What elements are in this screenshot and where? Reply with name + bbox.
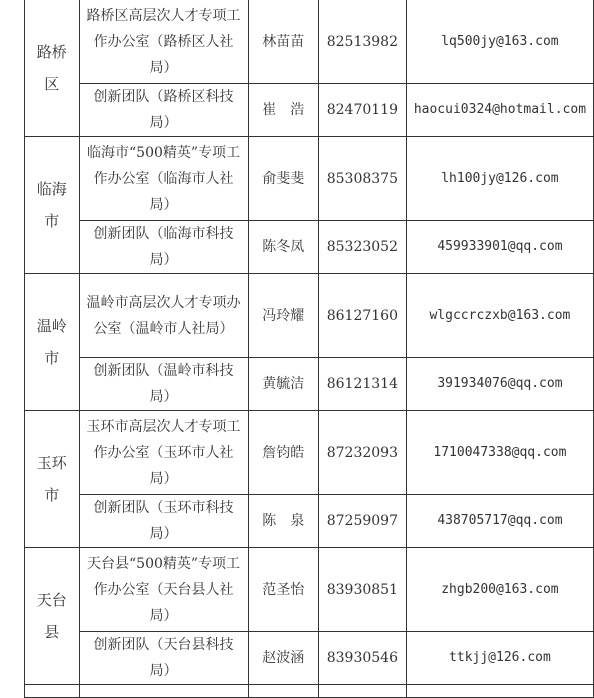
district-cell: 路桥 区 <box>25 0 80 137</box>
department-cell: 创新团队（临海市科技局） <box>79 221 248 274</box>
empty-cell <box>248 685 318 698</box>
district-cell: 温岭 市 <box>25 274 80 411</box>
empty-cell <box>406 685 593 698</box>
phone-cell: 82470119 <box>318 84 406 137</box>
district-cell: 临海 市 <box>25 137 80 274</box>
contact-table <box>24 0 594 698</box>
department-cell: 创新团队（天台县科技局） <box>79 632 248 685</box>
table-row <box>25 0 594 84</box>
email-cell: 1710047338@qq.com <box>406 411 593 495</box>
phone-cell: 85323052 <box>318 221 406 274</box>
department-cell: 天台县“500精英”专项工作办公室（天台县人社局） <box>79 548 248 632</box>
department-cell: 创新团队（路桥区科技局） <box>79 84 248 137</box>
contact-name-cell: 陈冬凤 <box>248 221 318 274</box>
phone-cell: 87232093 <box>318 411 406 495</box>
email-cell: ttkjj@126.com <box>406 632 593 685</box>
phone-cell: 83930851 <box>318 548 406 632</box>
email-cell: 438705717@qq.com <box>406 495 593 548</box>
department-cell: 创新团队（温岭市科技局） <box>79 358 248 411</box>
table-row <box>25 632 594 685</box>
contact-name-cell: 冯玲耀 <box>248 274 318 358</box>
phone-cell: 86127160 <box>318 274 406 358</box>
empty-cell <box>318 685 406 698</box>
table-row <box>25 358 594 411</box>
contact-name-cell: 林苗苗 <box>248 0 318 84</box>
table-body <box>25 0 594 698</box>
table-row <box>25 548 594 632</box>
contact-name-cell: 范圣怡 <box>248 548 318 632</box>
email-cell: 391934076@qq.com <box>406 358 593 411</box>
table-row <box>25 274 594 358</box>
contact-name-cell: 詹钧皓 <box>248 411 318 495</box>
phone-cell: 85308375 <box>318 137 406 221</box>
department-cell: 路桥区高层次人才专项工作办公室（路桥区人社局） <box>79 0 248 84</box>
phone-cell: 82513982 <box>318 0 406 84</box>
table-row <box>25 411 594 495</box>
department-cell: 创新团队（玉环市科技局） <box>79 495 248 548</box>
email-cell: lq500jy@163.com <box>406 0 593 84</box>
table-row <box>25 495 594 548</box>
empty-cell <box>79 685 248 698</box>
phone-cell: 86121314 <box>318 358 406 411</box>
email-cell: haocui0324@hotmail.com <box>406 84 593 137</box>
empty-cell <box>25 685 80 698</box>
phone-cell: 83930546 <box>318 632 406 685</box>
contact-name-cell: 赵波涵 <box>248 632 318 685</box>
contact-name-cell: 陈 泉 <box>248 495 318 548</box>
table-row <box>25 137 594 221</box>
table-row-partial <box>25 685 594 698</box>
district-cell: 天台 县 <box>25 548 80 685</box>
email-cell: zhgb200@163.com <box>406 548 593 632</box>
table-row <box>25 84 594 137</box>
department-cell: 玉环市高层次人才专项工作办公室（玉环市人社局） <box>79 411 248 495</box>
email-cell: 459933901@qq.com <box>406 221 593 274</box>
email-cell: lh100jy@126.com <box>406 137 593 221</box>
district-cell: 玉环 市 <box>25 411 80 548</box>
contact-name-cell: 崔 浩 <box>248 84 318 137</box>
department-cell: 温岭市高层次人才专项办公室（温岭市人社局） <box>79 274 248 358</box>
email-cell: wlgccrczxb@163.com <box>406 274 593 358</box>
table-row <box>25 221 594 274</box>
contact-name-cell: 黄毓洁 <box>248 358 318 411</box>
contact-name-cell: 俞斐斐 <box>248 137 318 221</box>
phone-cell: 87259097 <box>318 495 406 548</box>
department-cell: 临海市“500精英”专项工作办公室（临海市人社局） <box>79 137 248 221</box>
